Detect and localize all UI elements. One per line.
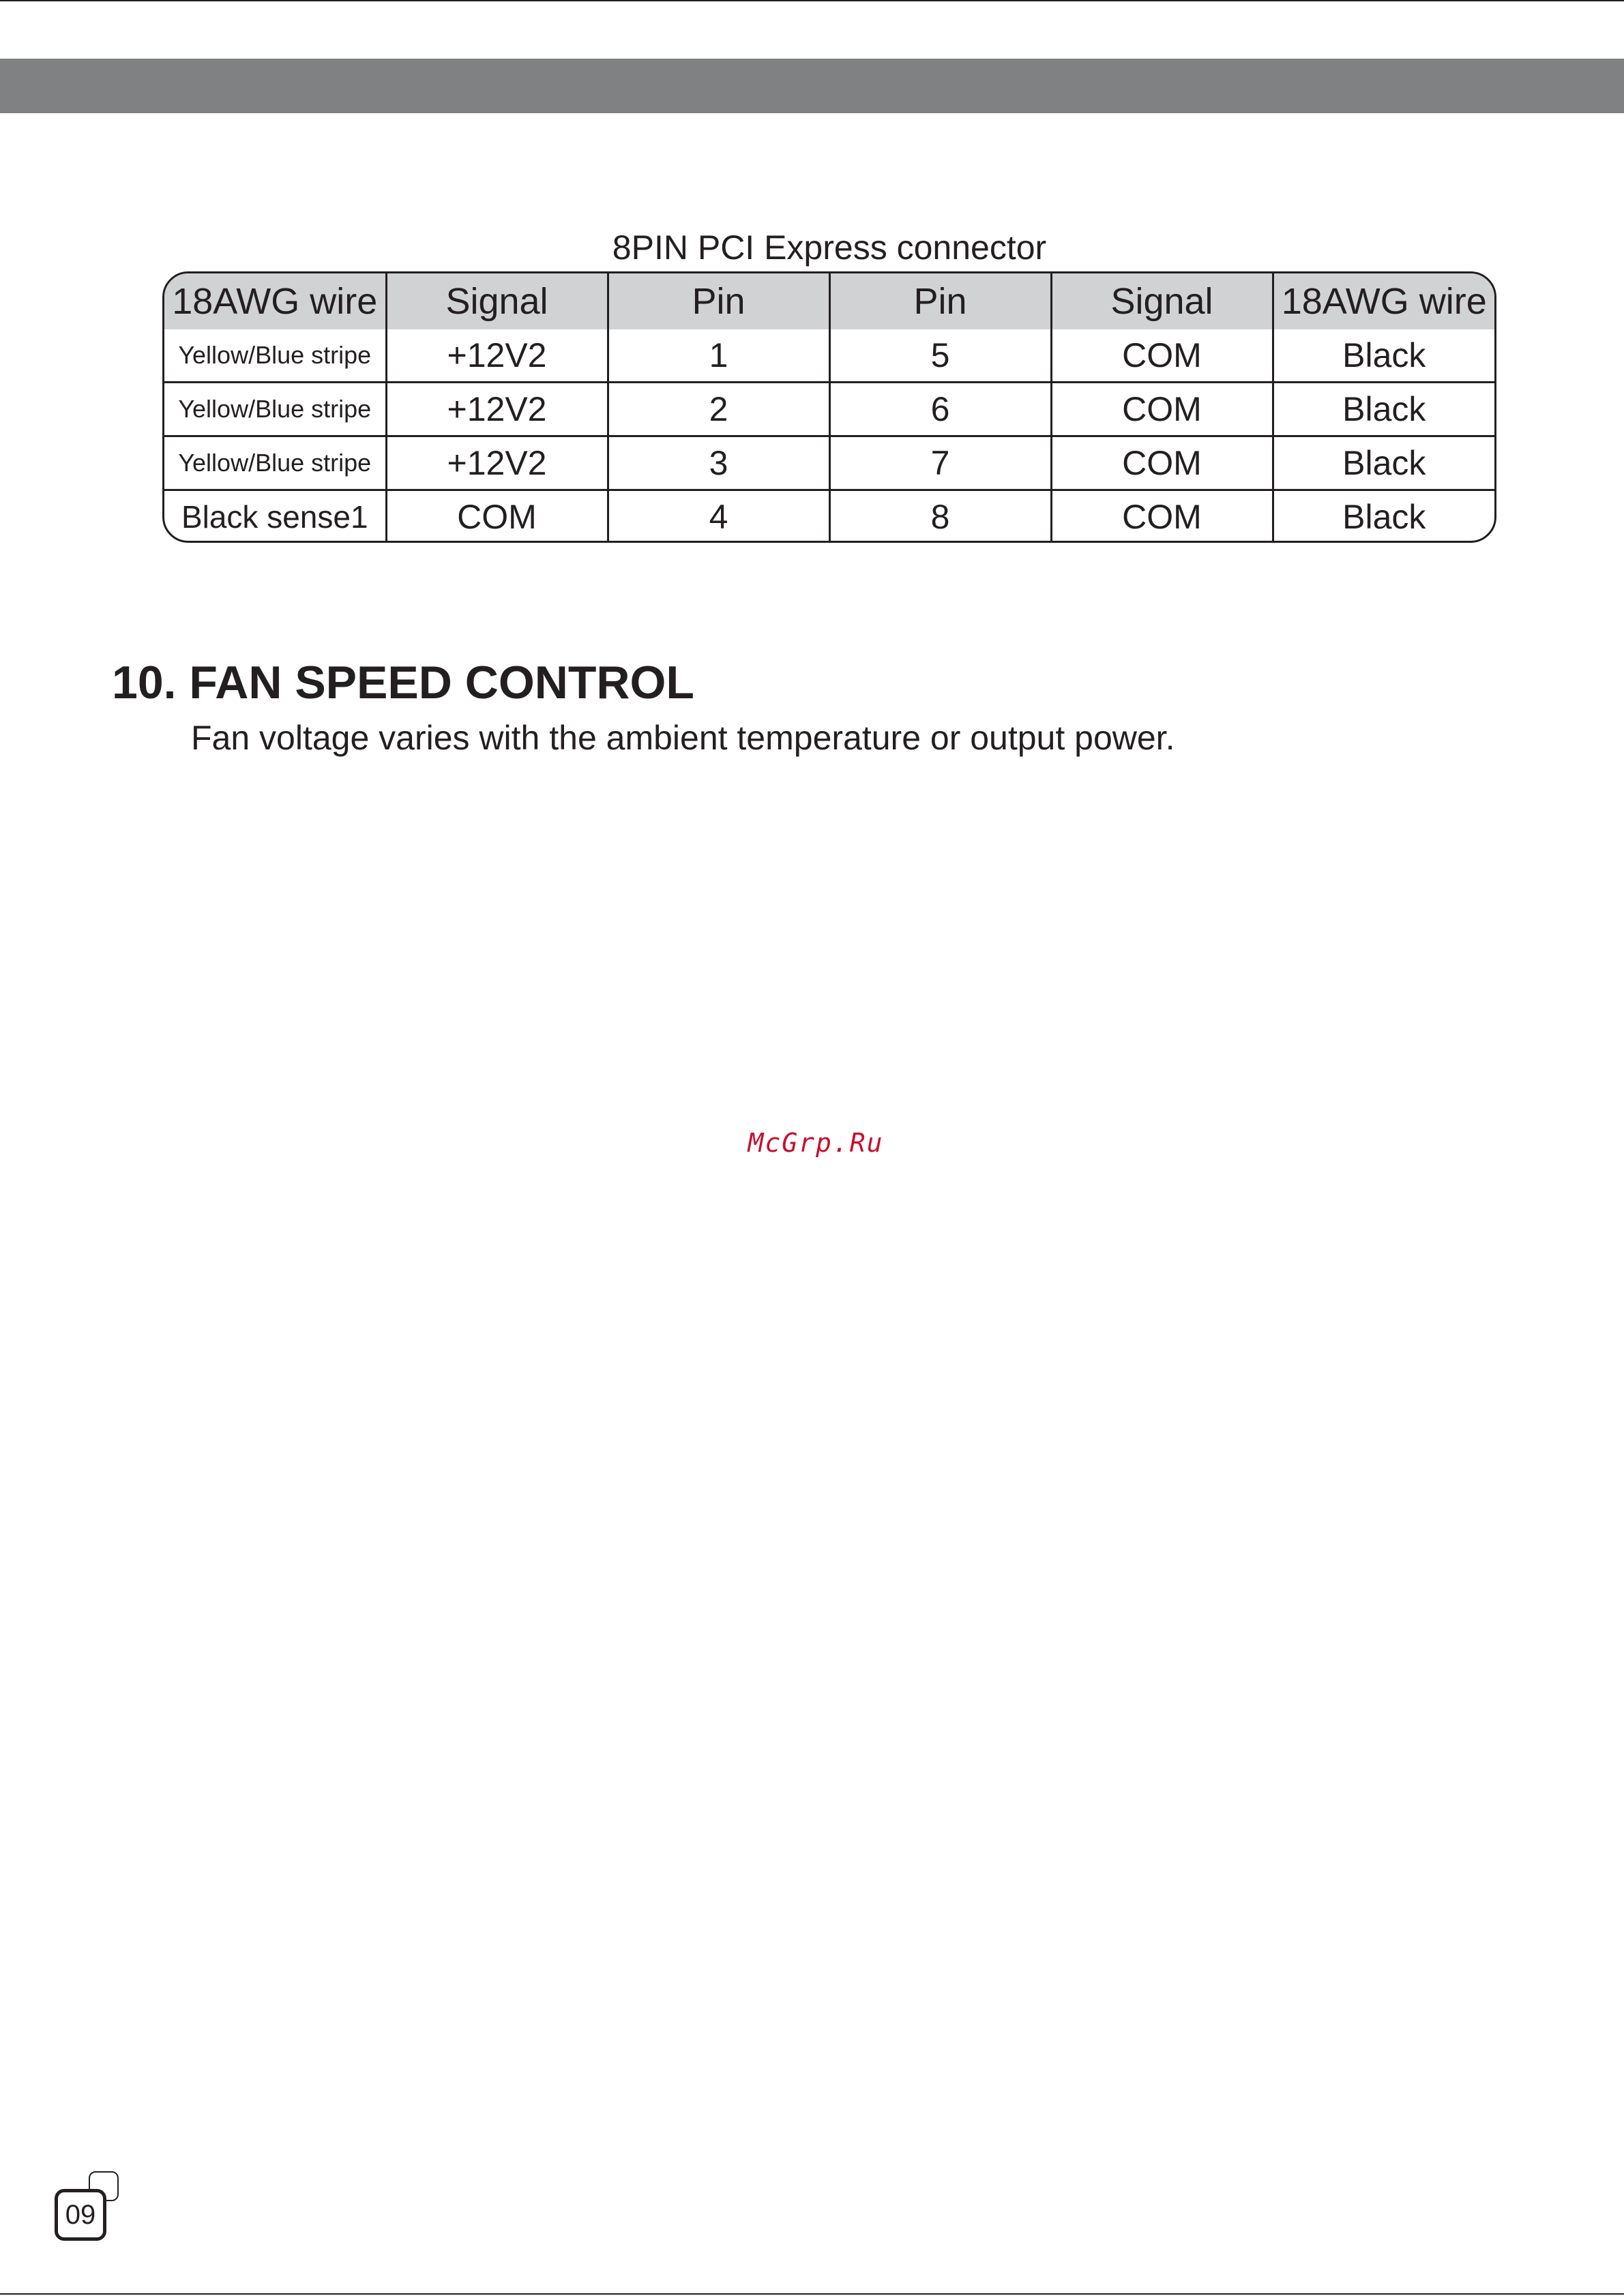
header-wire-right: 18AWG wire bbox=[1273, 273, 1494, 329]
watermark: McGrp.Ru bbox=[748, 1128, 884, 1158]
pin-cell: 7 bbox=[829, 436, 1051, 490]
top-rule bbox=[0, 0, 1624, 1]
section-title: 10. FAN SPEED CONTROL bbox=[112, 657, 694, 709]
pin-cell: 6 bbox=[829, 383, 1051, 436]
header-band bbox=[0, 59, 1624, 113]
wire-color-cell: Black bbox=[1273, 383, 1494, 436]
signal-cell: COM bbox=[1051, 436, 1273, 490]
pin-cell: 2 bbox=[608, 383, 829, 436]
pin-cell: 8 bbox=[829, 490, 1051, 543]
wire-color-cell: Yellow/Blue stripe bbox=[164, 383, 386, 436]
pin-cell: 1 bbox=[608, 329, 829, 383]
wire-color-cell: Black bbox=[1273, 436, 1494, 490]
table-header-row bbox=[164, 273, 1494, 329]
signal-cell: COM bbox=[1051, 490, 1273, 543]
header-wire-left: 18AWG wire bbox=[164, 273, 386, 329]
table-row bbox=[164, 329, 1494, 383]
page-number-badge bbox=[55, 2189, 104, 2239]
table-row bbox=[164, 490, 1494, 543]
pin-cell: 4 bbox=[608, 490, 829, 543]
table-caption: 8PIN PCI Express connector bbox=[612, 228, 1047, 267]
header-pin-left: Pin bbox=[608, 273, 829, 329]
signal-cell: COM bbox=[1051, 383, 1273, 436]
page-number: 09 bbox=[55, 2189, 106, 2241]
wire-color-cell: Yellow/Blue stripe bbox=[164, 436, 386, 490]
table-row bbox=[164, 436, 1494, 490]
signal-cell: COM bbox=[1051, 329, 1273, 383]
signal-cell: COM bbox=[386, 490, 608, 543]
header-signal-right: Signal bbox=[1051, 273, 1273, 329]
header-signal-left: Signal bbox=[386, 273, 608, 329]
signal-cell: +12V2 bbox=[386, 329, 608, 383]
section-body: Fan voltage varies with the ambient temperature or output power. bbox=[191, 719, 1175, 757]
pin-cell: 5 bbox=[829, 329, 1051, 383]
pin-cell: 3 bbox=[608, 436, 829, 490]
pin-table-frame bbox=[162, 271, 1496, 543]
header-pin-right: Pin bbox=[829, 273, 1051, 329]
signal-cell: +12V2 bbox=[386, 436, 608, 490]
wire-color-cell: Yellow/Blue stripe bbox=[164, 329, 386, 383]
wire-color-cell: Black bbox=[1273, 329, 1494, 383]
pin-table bbox=[164, 273, 1494, 543]
signal-cell: +12V2 bbox=[386, 383, 608, 436]
table-row bbox=[164, 383, 1494, 436]
wire-color-cell: Black bbox=[1342, 498, 1426, 536]
bottom-rule bbox=[0, 2293, 1624, 2295]
wire-color-cell: Black sense1 bbox=[164, 490, 386, 543]
